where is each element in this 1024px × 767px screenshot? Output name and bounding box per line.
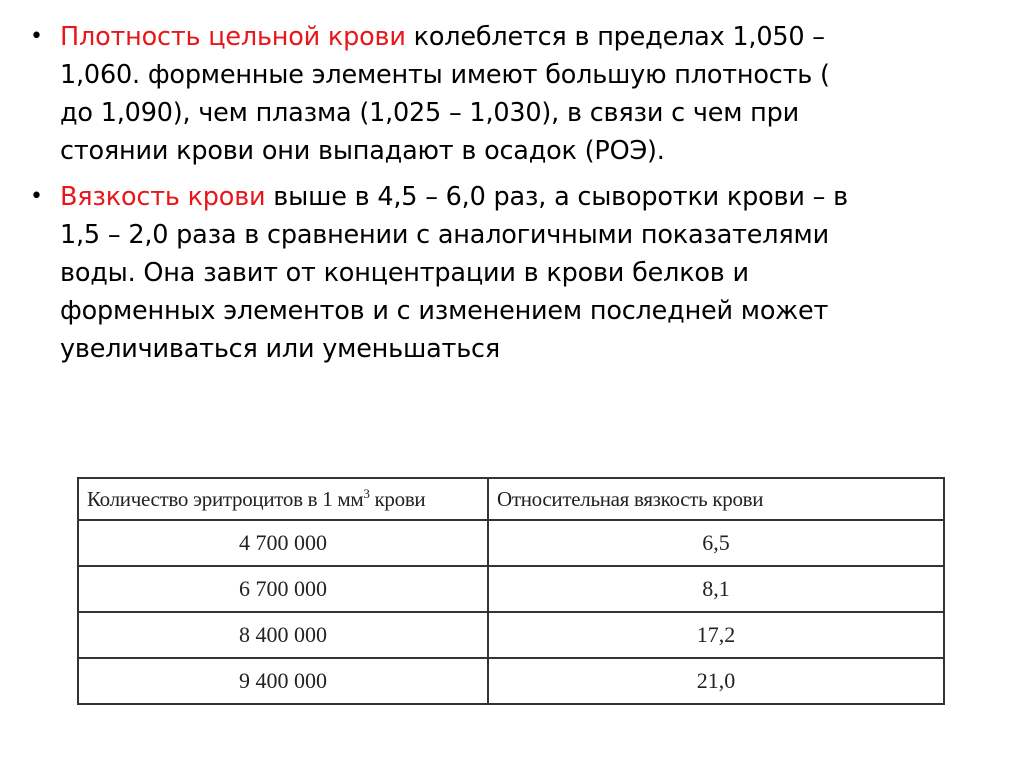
cell-viscosity: 6,5: [488, 520, 944, 566]
header-viscosity: Относительная вязкость крови: [488, 478, 944, 520]
header-superscript: 3: [363, 486, 370, 501]
bullet-text: 1,5 – 2,0 раза в сравнении с аналогичными показателями: [60, 220, 829, 250]
viscosity-table: [77, 477, 945, 705]
table-row: [78, 520, 944, 566]
header-erythrocytes: [78, 478, 488, 520]
cell-erythrocytes: 4 700 000: [78, 520, 488, 566]
bullet-text: стоянии крови они выпадают в осадок (РОЭ).: [60, 136, 665, 166]
header-text: крови: [369, 487, 426, 511]
header-text: Количество эритроцитов в 1 мм: [87, 487, 364, 511]
table-row: [78, 612, 944, 658]
cell-erythrocytes: 9 400 000: [78, 658, 488, 704]
bullet-dot-icon: •: [30, 184, 43, 209]
highlight-term-viscosity: Вязкость крови: [60, 182, 266, 212]
bullet-list: [30, 18, 1005, 376]
bullet-viscosity: [30, 178, 1005, 368]
bullet-text: 1,060. форменные элементы имеют большую плотность (: [60, 60, 830, 90]
cell-viscosity: 17,2: [488, 612, 944, 658]
bullet-text: воды. Она завит от концентрации в крови белков и: [60, 258, 749, 288]
bullet-text: колеблется в пределах 1,050 –: [405, 22, 825, 52]
cell-viscosity: 8,1: [488, 566, 944, 612]
cell-erythrocytes: 6 700 000: [78, 566, 488, 612]
bullet-text: до 1,090), чем плазма (1,025 – 1,030), в связи с чем при: [60, 98, 800, 128]
table-row: [78, 658, 944, 704]
cell-viscosity: 21,0: [488, 658, 944, 704]
bullet-density: [30, 18, 1005, 170]
table-row: [78, 566, 944, 612]
cell-erythrocytes: 8 400 000: [78, 612, 488, 658]
bullet-dot-icon: •: [30, 24, 43, 49]
bullet-text: выше в 4,5 – 6,0 раз, а сыворотки крови – в: [265, 182, 848, 212]
highlight-term-density: Плотность цельной крови: [60, 22, 406, 52]
table-header-row: [78, 478, 944, 520]
bullet-text: увеличиваться или уменьшаться: [60, 334, 500, 364]
viscosity-table-container: [77, 477, 945, 705]
bullet-text: форменных элементов и с изменением последней может: [60, 296, 829, 326]
